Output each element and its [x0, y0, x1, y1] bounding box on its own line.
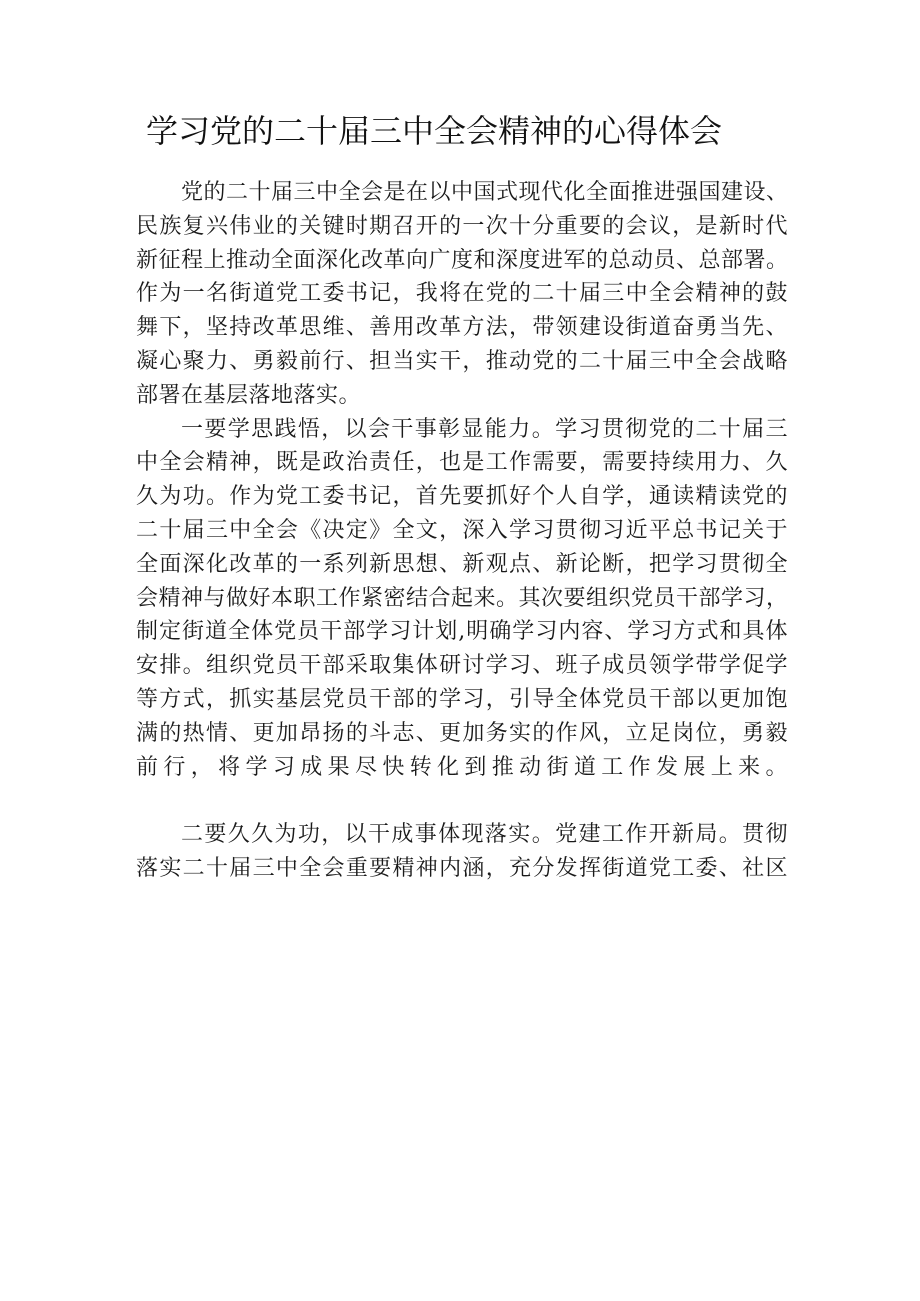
text-line: 落实二十届三中全会重要精神内涵，充分发挥街道党工委、社区	[136, 855, 788, 881]
text-line: 二十届三中全会《决定》全文，深入学习贯彻习近平总书记关于	[136, 517, 788, 543]
paragraph-1	[136, 176, 788, 413]
paragraph-2	[136, 413, 788, 819]
paragraph-3	[136, 818, 788, 886]
text-line: 党的二十届三中全会是在以中国式现代化全面推进强国建设、	[181, 180, 789, 205]
text-line: 舞下，坚持改革思维、善用改革方法，带领建设街道奋勇当先、	[136, 315, 788, 341]
text-line: 一要学思践悟，以会干事彰显能力。学习贯彻党的二十届三	[181, 416, 788, 442]
text-line: 作为一名街道党工委书记，我将在党的二十届三中全会精神的鼓	[136, 281, 788, 307]
text-line: 中全会精神，既是政治责任，也是工作需要，需要持续用力、久	[136, 450, 788, 476]
text-line: 会精神与做好本职工作紧密结合起来。其次要组织党员干部学习，	[136, 585, 789, 611]
text-line: 等方式，抓实基层党员干部的学习，引导全体党员干部以更加饱	[136, 686, 788, 712]
text-line: 凝心聚力、勇毅前行、担当实干，推动党的二十届三中全会战略	[136, 348, 788, 374]
text-line: 安排。组织党员干部采取集体研讨学习、班子成员领学带学促学	[136, 653, 788, 679]
document-body	[136, 176, 788, 886]
text-line: 全面深化改革的一系列新思想、新观点、新论断，把学习贯彻全	[136, 551, 788, 577]
text-line: 满的热情、更加昂扬的斗志、更加务实的作风，立足岗位，勇毅	[136, 720, 788, 746]
document-title: 学习党的二十届三中全会精神的心得体会	[146, 112, 723, 150]
text-line: 民族复兴伟业的关键时期召开的一次十分重要的会议，是新时代	[136, 213, 788, 239]
text-line: 久为功。作为党工委书记，首先要抓好个人自学，通读精读党的	[136, 484, 788, 510]
text-line: 制定街道全体党员干部学习计划,明确学习内容、学习方式和具体	[136, 619, 788, 645]
text-line: 前行，将学习成果尽快转化到推动街道工作发展上来。	[136, 754, 788, 780]
text-line: 部署在基层落地落实。	[136, 382, 362, 408]
text-line	[136, 784, 788, 818]
text-line: 新征程上推动全面深化改革向广度和深度进军的总动员、总部署。	[136, 247, 789, 273]
text-line: 二要久久为功，以干成事体现落实。党建工作开新局。贯彻	[181, 822, 788, 848]
